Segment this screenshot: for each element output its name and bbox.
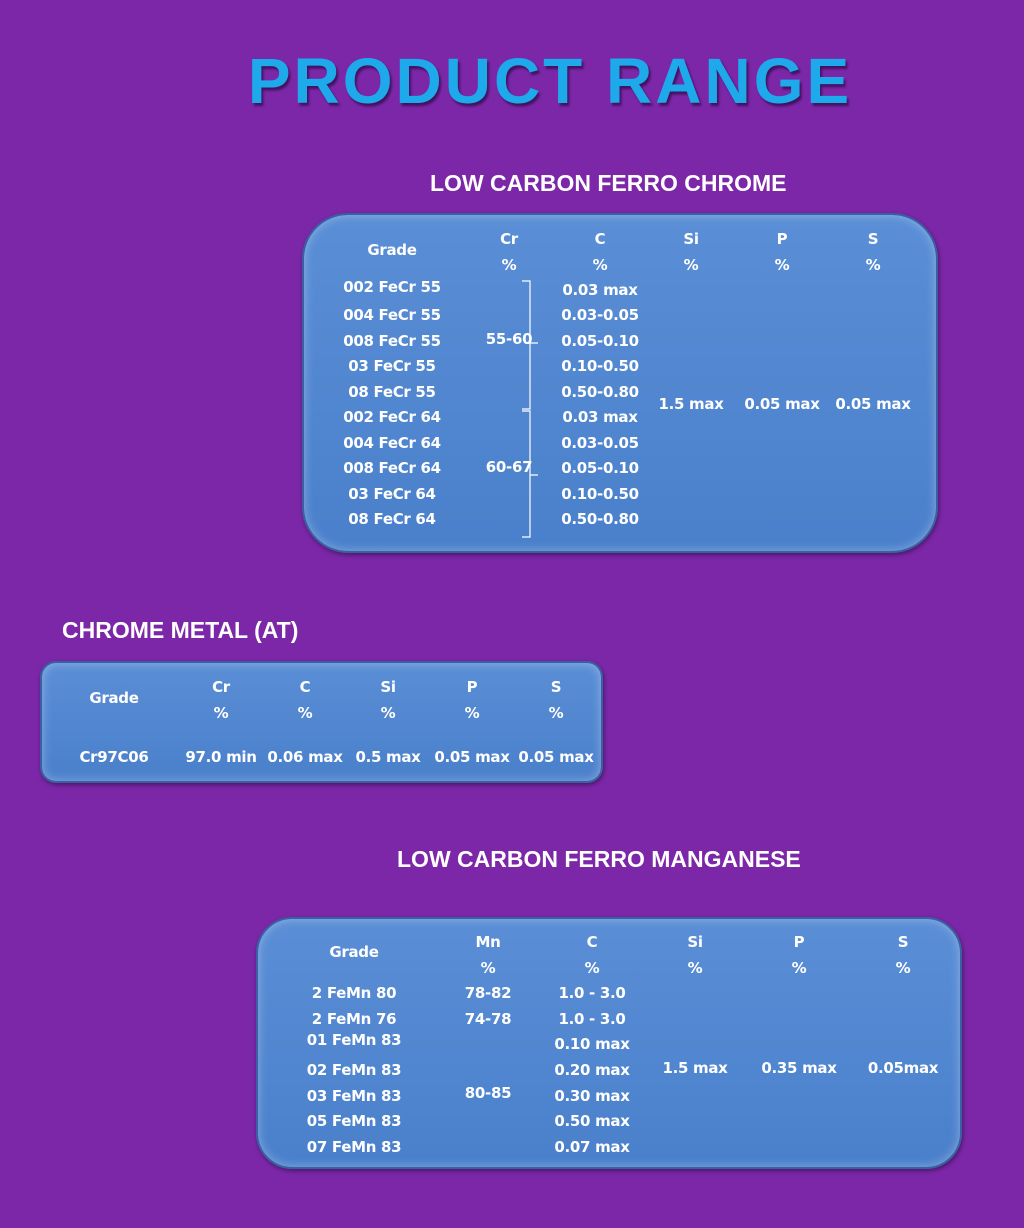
s-value: 0.05max: [867, 1059, 939, 1077]
carbon-cell: 0.03-0.05: [561, 306, 639, 324]
unit-label: %: [687, 959, 703, 977]
col-header-c: C: [594, 230, 606, 248]
grade-cell: 002 FeCr 55: [343, 278, 441, 296]
lcfm-section-title: LOW CARBON FERRO MANGANESE: [397, 846, 801, 872]
grade-cell: 008 FeCr 55: [343, 332, 441, 350]
grade-cell: 002 FeCr 64: [343, 408, 441, 426]
p-cell: 0.05 max: [434, 748, 510, 766]
unit-label: %: [865, 256, 881, 274]
lcfc-table: [302, 213, 938, 553]
col-header-p: P: [793, 933, 805, 951]
col-header-s: S: [550, 678, 562, 696]
grade-cell: 2 FeMn 76: [311, 1010, 397, 1028]
s-value: 0.05 max: [835, 395, 911, 413]
unit-label: %: [683, 256, 699, 274]
col-header-mn: Mn: [475, 933, 501, 951]
unit-label: %: [895, 959, 911, 977]
carbon-cell: 0.50 max: [554, 1112, 630, 1130]
p-value: 0.35 max: [761, 1059, 837, 1077]
s-cell: 0.05 max: [518, 748, 594, 766]
grade-cell: 01 FeMn 83: [306, 1031, 402, 1049]
col-header-cr: Cr: [500, 230, 518, 248]
mn-cell: 78-82: [464, 984, 512, 1002]
carbon-cell: 0.07 max: [554, 1138, 630, 1156]
grade-cell: 008 FeCr 64: [343, 459, 441, 477]
grade-cell: 05 FeMn 83: [306, 1112, 402, 1130]
grade-cell: 004 FeCr 55: [343, 306, 441, 324]
col-header-si: Si: [380, 678, 396, 696]
unit-label: %: [548, 704, 564, 722]
carbon-cell: 0.03 max: [562, 408, 638, 426]
mn-cell: 80-85: [464, 1084, 512, 1102]
grade-cell: 03 FeCr 64: [348, 485, 436, 503]
col-header-grade: Grade: [329, 943, 379, 961]
lcfm-table: [256, 917, 962, 1169]
carbon-cell: 0.50-0.80: [561, 383, 639, 401]
mn-cell: 74-78: [464, 1010, 512, 1028]
unit-label: %: [213, 704, 229, 722]
unit-label: %: [480, 959, 496, 977]
carbon-cell: 0.06 max: [267, 748, 343, 766]
col-header-grade: Grade: [367, 241, 417, 259]
unit-label: %: [297, 704, 313, 722]
carbon-cell: 1.0 - 3.0: [558, 984, 626, 1002]
si-cell: 0.5 max: [355, 748, 421, 766]
unit-label: %: [774, 256, 790, 274]
col-header-si: Si: [683, 230, 699, 248]
unit-label: %: [584, 959, 600, 977]
col-header-c: C: [299, 678, 311, 696]
unit-label: %: [380, 704, 396, 722]
si-value: 1.5 max: [658, 395, 724, 413]
grade-cell: 03 FeCr 55: [348, 357, 436, 375]
col-header-p: P: [776, 230, 788, 248]
carbon-cell: 0.05-0.10: [561, 459, 639, 477]
grade-cell: 08 FeCr 55: [348, 383, 436, 401]
col-header-s: S: [897, 933, 909, 951]
col-header-c: C: [586, 933, 598, 951]
carbon-cell: 0.50-0.80: [561, 510, 639, 528]
lcfc-section-title: LOW CARBON FERRO CHROME: [430, 170, 787, 196]
carbon-cell: 0.05-0.10: [561, 332, 639, 350]
carbon-cell: 0.03 max: [562, 281, 638, 299]
unit-label: %: [501, 256, 517, 274]
grade-cell: 02 FeMn 83: [306, 1061, 402, 1079]
page-title: PRODUCT RANGE: [247, 45, 853, 117]
col-header-s: S: [867, 230, 879, 248]
carbon-cell: 1.0 - 3.0: [558, 1010, 626, 1028]
grade-cell: 08 FeCr 64: [348, 510, 436, 528]
unit-label: %: [464, 704, 480, 722]
col-header-si: Si: [687, 933, 703, 951]
grade-cell: Cr97C06: [79, 748, 149, 766]
cr-range-brace: [520, 281, 540, 407]
chrome-metal-table: [40, 661, 603, 783]
grade-cell: 2 FeMn 80: [311, 984, 397, 1002]
col-header-cr: Cr: [212, 678, 230, 696]
unit-label: %: [592, 256, 608, 274]
p-value: 0.05 max: [744, 395, 820, 413]
chrome-metal-section-title: CHROME METAL (AT): [62, 617, 299, 643]
cr-range-label: 55-60: [485, 330, 533, 348]
cr-cell: 97.0 min: [185, 748, 257, 766]
carbon-cell: 0.20 max: [554, 1061, 630, 1079]
carbon-cell: 0.30 max: [554, 1087, 630, 1105]
carbon-cell: 0.03-0.05: [561, 434, 639, 452]
col-header-grade: Grade: [89, 689, 139, 707]
carbon-cell: 0.10 max: [554, 1035, 630, 1053]
unit-label: %: [791, 959, 807, 977]
grade-cell: 03 FeMn 83: [306, 1087, 402, 1105]
si-value: 1.5 max: [662, 1059, 728, 1077]
carbon-cell: 0.10-0.50: [561, 357, 639, 375]
carbon-cell: 0.10-0.50: [561, 485, 639, 503]
col-header-p: P: [466, 678, 478, 696]
cr-range-label: 60-67: [485, 458, 533, 476]
cr-range-brace: [520, 411, 540, 537]
grade-cell: 07 FeMn 83: [306, 1138, 402, 1156]
grade-cell: 004 FeCr 64: [343, 434, 441, 452]
